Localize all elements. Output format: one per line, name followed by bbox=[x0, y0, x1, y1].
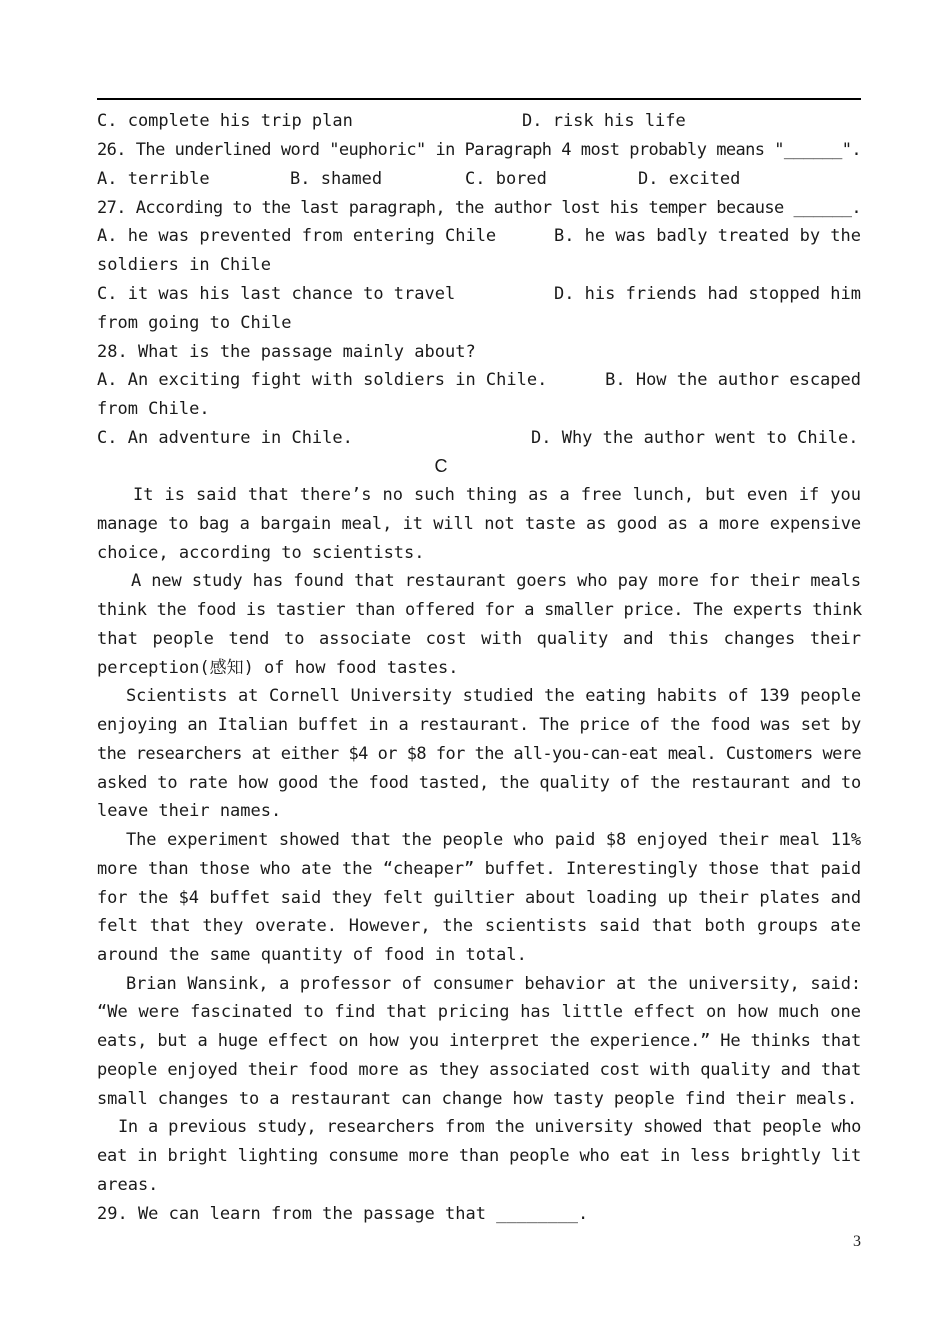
q28-options-ab bbox=[97, 366, 861, 394]
q28-option-b-cont: from Chile. bbox=[97, 399, 210, 419]
passage-line: enjoying an Italian buffet in a restaurant. The price of the food was set by bbox=[97, 715, 861, 735]
q29-stem: 29. We can learn from the passage that ________. bbox=[97, 1204, 589, 1224]
q26-option-d[interactable]: D. excited bbox=[638, 169, 741, 189]
passage-line: Scientists at Cornell University studied the eating habits of 139 people bbox=[126, 686, 861, 706]
q25-options-cd bbox=[97, 107, 861, 135]
passage-line: more than those who ate the “cheaper” buffet. Interestingly those that paid bbox=[97, 859, 861, 879]
page-number: 3 bbox=[853, 1233, 861, 1250]
passage-line: eat in bright lighting consume more than people who eat in less brightly lit bbox=[97, 1146, 861, 1166]
passage-line: “We were fascinated to find that pricing has little effect on how much one bbox=[97, 1002, 861, 1022]
header-rule bbox=[97, 98, 861, 100]
section-heading: C bbox=[434, 456, 448, 476]
q25-option-d[interactable]: D. risk his life bbox=[522, 111, 686, 131]
q28-option-a[interactable]: A. An exciting fight with soldiers in Chile. bbox=[97, 370, 548, 390]
passage-line: choice, according to scientists. bbox=[97, 543, 425, 563]
q27-options-ab bbox=[97, 222, 861, 250]
q27-options-cd bbox=[97, 280, 861, 308]
passage-line: for the $4 buffet said they felt guiltier about loading up their plates and bbox=[97, 888, 861, 908]
q27-option-b-cont: soldiers in Chile bbox=[97, 255, 271, 275]
passage-line: perception(感知) of how food tastes. bbox=[97, 658, 459, 678]
passage-line: Brian Wansink, a professor of consumer behavior at the university, said: bbox=[126, 974, 861, 994]
passage-line: A new study has found that restaurant goers who pay more for their meals bbox=[131, 571, 861, 591]
passage-line: felt that they overate. However, the scientists said that both groups ate bbox=[97, 916, 861, 936]
q28-option-b[interactable]: B. How the author escaped bbox=[605, 370, 861, 390]
passage-line: people enjoyed their food more as they associated cost with quality and that bbox=[97, 1060, 861, 1080]
passage-line: manage to bag a bargain meal, it will not taste as good as a more expensive bbox=[97, 514, 861, 534]
passage-line: asked to rate how good the food tasted, the quality of the restaurant and to bbox=[97, 773, 861, 793]
passage-line: It is said that there’s no such thing as a free lunch, but even if you bbox=[133, 485, 861, 505]
passage-line: The experiment showed that the people who paid $8 enjoyed their meal 11% bbox=[126, 830, 861, 850]
q26-stem: 26. The underlined word "euphoric" in Paragraph 4 most probably means "______". bbox=[97, 140, 861, 160]
q27-stem: 27. According to the last paragraph, the author lost his temper because ______. bbox=[97, 198, 861, 218]
passage-line: small changes to a restaurant can change how tasty people find their meals. bbox=[97, 1089, 858, 1109]
passage-line: the researchers at either $4 or $8 for the all-you-can-eat meal. Customers were bbox=[97, 744, 861, 764]
passage-line: leave their names. bbox=[97, 801, 282, 821]
q27-option-b[interactable]: B. he was badly treated by the bbox=[553, 226, 861, 246]
q28-option-c[interactable]: C. An adventure in Chile. bbox=[97, 428, 353, 448]
q28-stem: 28. What is the passage mainly about? bbox=[97, 342, 476, 362]
q28-options-cd bbox=[97, 424, 861, 452]
passage-line: around the same quantity of food in total. bbox=[97, 945, 527, 965]
q26-option-b[interactable]: B. shamed bbox=[290, 169, 383, 189]
passage-line: In a previous study, researchers from the university showed that people who bbox=[118, 1117, 861, 1137]
passage-line: think the food is tastier than offered for a smaller price. The experts think bbox=[97, 600, 862, 620]
q27-option-d-cont: from going to Chile bbox=[97, 313, 292, 333]
passage-line: eats, but a huge effect on how you interpret the experience.” He thinks that bbox=[97, 1031, 861, 1051]
q25-option-c[interactable]: C. complete his trip plan bbox=[97, 111, 353, 131]
passage-line: that people tend to associate cost with quality and this changes their bbox=[97, 629, 861, 649]
q27-option-a[interactable]: A. he was prevented from entering Chile bbox=[97, 226, 497, 246]
q28-option-d[interactable]: D. Why the author went to Chile. bbox=[531, 428, 859, 448]
q27-option-d[interactable]: D. his friends had stopped him bbox=[553, 284, 861, 304]
passage-line: areas. bbox=[97, 1175, 159, 1195]
q26-options bbox=[97, 165, 861, 193]
q27-option-c[interactable]: C. it was his last chance to travel bbox=[97, 284, 456, 304]
q26-option-c[interactable]: C. bored bbox=[465, 169, 547, 189]
q26-option-a[interactable]: A. terrible bbox=[97, 169, 210, 189]
